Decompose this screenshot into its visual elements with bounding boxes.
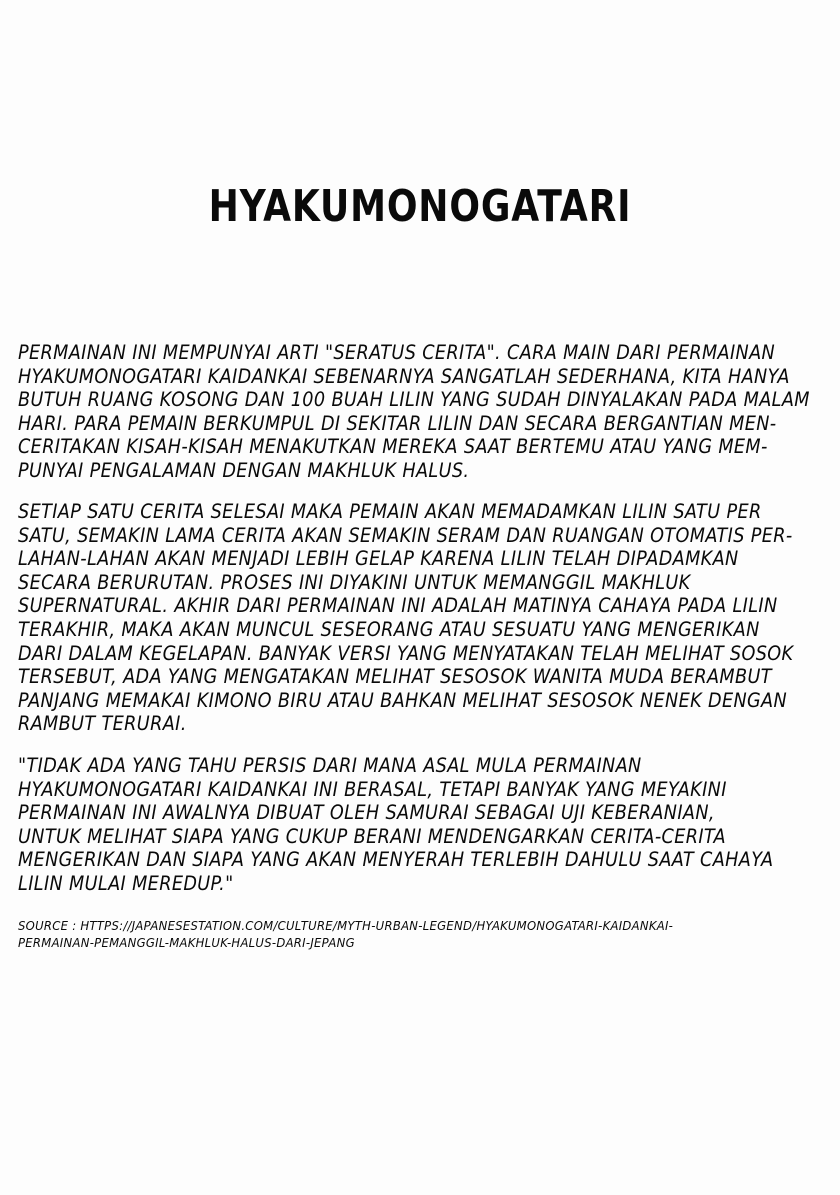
text-line: "TIDAK ADA YANG TAHU PERSIS DARI MANA ASAL MULA PERMAINAN	[18, 754, 642, 777]
text-line: PERMAINAN INI AWALNYA DIBUAT OLEH SAMURAI SEBAGAI UJI KEBERANIAN,	[18, 801, 715, 825]
text-line: HYAKUMONOGATARI KAIDANKAI SEBENARNYA SANGATLAH SEDERHANA, KITA HANYA	[18, 364, 790, 388]
text-line: SETIAP SATU CERITA SELESAI MAKA PEMAIN AKAN MEMADAMKAN LILIN SATU PER	[18, 500, 762, 523]
paragraph-3-quote	[18, 754, 838, 896]
text-line: DARI DALAM KEGELAPAN. BANYAK VERSI YANG MENYATAKAN TELAH MELIHAT SOSOK	[18, 641, 794, 665]
paragraph-2	[18, 500, 838, 736]
paragraph-1	[18, 341, 838, 483]
text-line: BUTUH RUANG KOSONG DAN 100 BUAH LILIN YANG SUDAH DINYALAKAN PADA MALAM	[18, 388, 810, 412]
text-line: RAMBUT TERURAI.	[18, 712, 187, 736]
text-line: SUPERNATURAL. AKHIR DARI PERMAINAN INI ADALAH MATINYA CAHAYA PADA LILIN	[18, 594, 778, 618]
source-line: PERMAINAN-PEMANGGIL-MAKHLUK-HALUS-DARI-JEPANG	[18, 935, 355, 950]
text-line: UNTUK MELIHAT SIAPA YANG CUKUP BERANI MENDENGARKAN CERITA-CERITA	[18, 824, 726, 848]
text-line: MENGERIKAN DAN SIAPA YANG AKAN MENYERAH TERLEBIH DAHULU SAAT CAHAYA	[18, 848, 774, 872]
text-line: PUNYAI PENGALAMAN DENGAN MAKHLUK HALUS.	[18, 458, 470, 482]
source-citation	[18, 917, 838, 951]
text-line: SECARA BERURUTAN. PROSES INI DIYAKINI UNTUK MEMANGGIL MAKHLUK	[18, 570, 691, 594]
text-line: HARI. PARA PEMAIN BERKUMPUL DI SEKITAR LILIN DAN SECARA BERGANTIAN MEN-	[18, 411, 777, 435]
text-line: TERSEBUT, ADA YANG MENGATAKAN MELIHAT SESOSOK WANITA MUDA BERAMBUT	[18, 665, 772, 689]
text-line: LILIN MULAI MEREDUP."	[18, 871, 234, 895]
text-line: PERMAINAN INI MEMPUNYAI ARTI "SERATUS CERITA". CARA MAIN DARI PERMAINAN	[18, 341, 776, 364]
page-title: HYAKUMONOGATARI	[208, 181, 632, 233]
text-line: SATU, SEMAKIN LAMA CERITA AKAN SEMAKIN SERAM DAN RUANGAN OTOMATIS PER-	[18, 523, 793, 547]
text-line: LAHAN-LAHAN AKAN MENJADI LEBIH GELAP KARENA LILIN TELAH DIPADAMKAN	[18, 547, 739, 571]
text-line: TERAKHIR, MAKA AKAN MUNCUL SESEORANG ATAU SESUATU YANG MENGERIKAN	[18, 617, 760, 641]
text-line: CERITAKAN KISAH-KISAH MENAKUTKAN MEREKA SAAT BERTEMU ATAU YANG MEM-	[18, 435, 768, 459]
source-line: SOURCE : HTTPS://JAPANESESTATION.COM/CULTURE/MYTH-URBAN-LEGEND/HYAKUMONOGATARI-KAIDANKAI-	[18, 918, 674, 933]
text-line: HYAKUMONOGATARI KAIDANKAI INI BERASAL, TETAPI BANYAK YANG MEYAKINI	[18, 777, 727, 801]
text-line: PANJANG MEMAKAI KIMONO BIRU ATAU BAHKAN MELIHAT SESOSOK NENEK DENGAN	[18, 688, 788, 712]
